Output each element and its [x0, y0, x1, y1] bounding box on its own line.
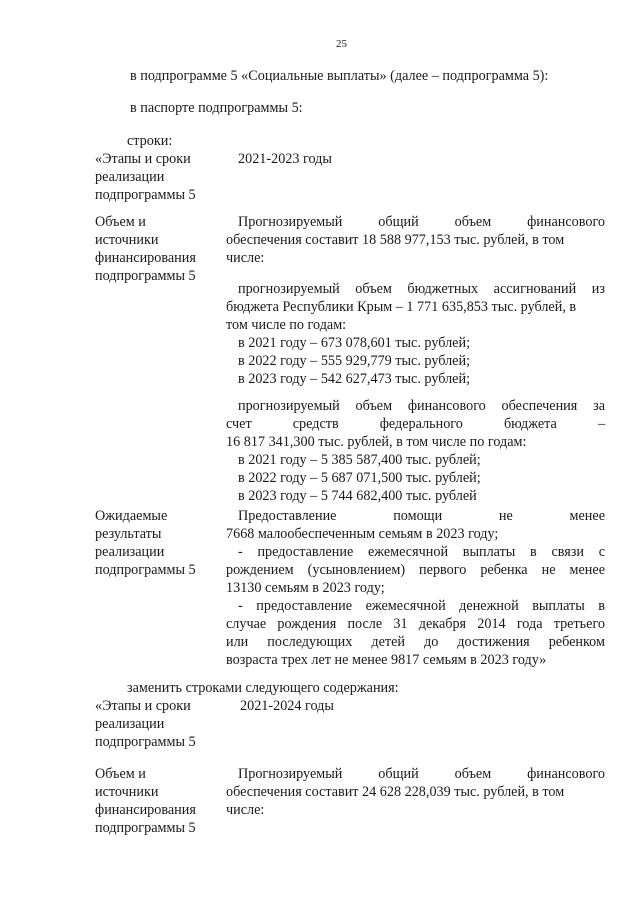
page-number: 25	[336, 38, 347, 50]
old-budget-year-2022: в 2022 году – 555 929,779 тыс. рублей;	[238, 353, 471, 369]
new-stages-value: 2021-2024 годы	[240, 698, 334, 714]
old-results-text-3: - предоставление ежемесячной выплаты в связи с	[238, 544, 605, 560]
old-results-text-8: или последующих детей до достижения ребенком	[226, 634, 605, 650]
new-stages-label-1: «Этапы и сроки	[95, 698, 191, 714]
new-volume-text-2: обеспечения составит 24 628 228,039 тыс. рублей, в том	[226, 784, 565, 800]
old-volume-text-3: числе:	[226, 250, 265, 266]
new-stages-label-3: подпрограммы 5	[95, 734, 196, 750]
old-stages-label-2: реализации	[95, 169, 165, 185]
intro-line-2: в паспорте подпрограммы 5:	[130, 100, 303, 116]
old-results-text-5: 13130 семьям в 2023 году;	[226, 580, 385, 596]
old-results-text-6: - предоставление ежемесячной денежной выплаты в	[238, 598, 605, 614]
old-stages-value: 2021-2023 годы	[238, 151, 332, 167]
old-volume-label-2: источники	[95, 232, 159, 248]
old-volume-text-1: Прогнозируемый общий объем финансового	[238, 214, 606, 230]
old-results-label-2: результаты	[95, 526, 162, 542]
old-results-label-1: Ожидаемые	[95, 508, 168, 524]
old-budget-text-1: прогнозируемый объем бюджетных ассигнований из	[238, 281, 605, 297]
rows-label: строки:	[127, 133, 173, 149]
new-volume-label-1: Объем и	[95, 766, 146, 782]
new-volume-label-2: источники	[95, 784, 159, 800]
replace-label: заменить строками следующего содержания:	[127, 680, 399, 696]
old-federal-year-2023: в 2023 году – 5 744 682,400 тыс. рублей	[238, 488, 477, 504]
old-results-text-4: рождением (усыновлением) первого ребенка не менее	[226, 562, 605, 578]
old-federal-year-2021: в 2021 году – 5 385 587,400 тыс. рублей;	[238, 452, 481, 468]
new-volume-text-1: Прогнозируемый общий объем финансового	[238, 766, 606, 782]
old-volume-label-1: Объем и	[95, 214, 146, 230]
old-stages-label-1: «Этапы и сроки	[95, 151, 191, 167]
old-results-text-9: возраста трех лет не менее 9817 семьям в 2023 году»	[226, 652, 547, 668]
old-results-text-7: случае рождения после 31 декабря 2014 года третьего	[226, 616, 605, 632]
new-volume-text-3: числе:	[226, 802, 265, 818]
old-federal-year-2022: в 2022 году – 5 687 071,500 тыс. рублей;	[238, 470, 481, 486]
old-results-label-4: подпрограммы 5	[95, 562, 196, 578]
old-federal-text-2: счет средств федерального бюджета –	[226, 416, 606, 432]
old-volume-label-3: финансирования	[95, 250, 196, 266]
old-results-text-2: 7668 малообеспеченным семьям в 2023 году;	[226, 526, 499, 542]
new-volume-label-3: финансирования	[95, 802, 196, 818]
old-budget-text-2: бюджета Республики Крым – 1 771 635,853 тыс. рублей, в	[226, 299, 577, 315]
old-budget-text-3: том числе по годам:	[226, 317, 347, 333]
old-volume-label-4: подпрограммы 5	[95, 268, 196, 284]
intro-line-1: в подпрограмме 5 «Социальные выплаты» (далее – подпрограмма 5):	[130, 68, 549, 84]
old-stages-label-3: подпрограммы 5	[95, 187, 196, 203]
old-results-label-3: реализации	[95, 544, 165, 560]
old-results-text-1: Предоставление помощи не менее	[238, 508, 605, 524]
old-federal-text-3: 16 817 341,300 тыс. рублей, в том числе по годам:	[226, 434, 527, 450]
old-volume-text-2: обеспечения составит 18 588 977,153 тыс. рублей, в том	[226, 232, 565, 248]
old-budget-year-2021: в 2021 году – 673 078,601 тыс. рублей;	[238, 335, 471, 351]
new-volume-label-4: подпрограммы 5	[95, 820, 196, 836]
old-federal-text-1: прогнозируемый объем финансового обеспечения за	[238, 398, 605, 414]
new-stages-label-2: реализации	[95, 716, 165, 732]
old-budget-year-2023: в 2023 году – 542 627,473 тыс. рублей;	[238, 371, 471, 387]
